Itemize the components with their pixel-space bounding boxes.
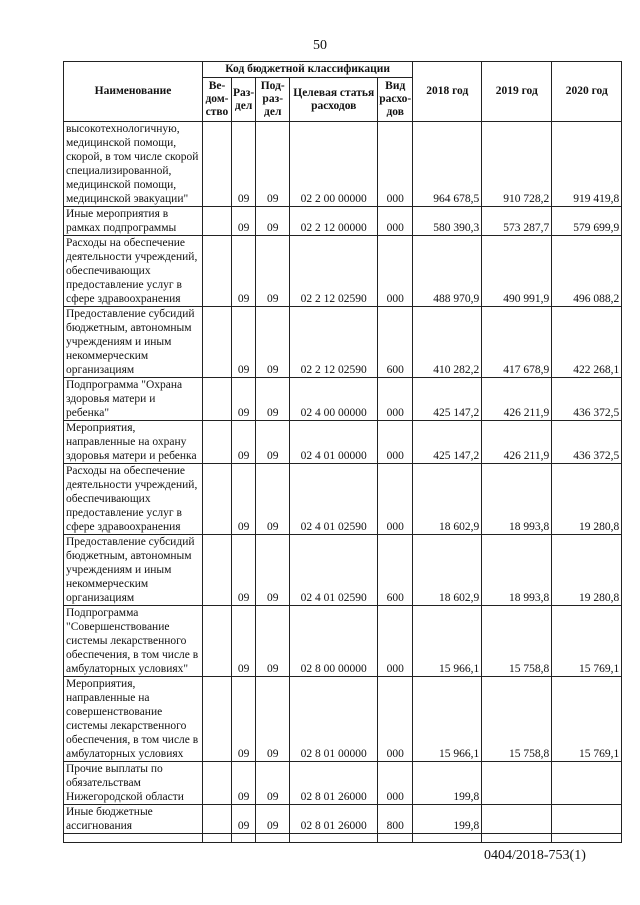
row-target: 02 8 01 00000 [290,677,378,762]
table-row [64,677,622,762]
row-podrazdel: 09 [256,421,290,464]
row-razdel: 09 [232,762,256,805]
row-2020: 496 088,2 [552,236,622,307]
row-podrazdel: 09 [256,122,290,207]
row-2020: 15 769,1 [552,606,622,677]
table-row [64,207,622,236]
row-vedomstvo [203,207,232,236]
row-target: 02 8 01 26000 [290,805,378,834]
row-2018: 410 282,2 [413,307,482,378]
empty-cell [256,834,290,843]
empty-cell [552,834,622,843]
row-podrazdel: 09 [256,677,290,762]
row-vedomstvo [203,464,232,535]
row-2019: 15 758,8 [482,677,552,762]
row-podrazdel: 09 [256,606,290,677]
row-vedomstvo [203,762,232,805]
row-vedomstvo [203,606,232,677]
row-name: Предоставление субсидий бюджетным, автономным учреждениям и иным некоммерческим организациям [64,307,203,378]
table-row [64,236,622,307]
row-target: 02 2 12 02590 [290,307,378,378]
row-2020: 579 699,9 [552,207,622,236]
empty-cell [290,834,378,843]
row-2018: 199,8 [413,762,482,805]
header-podrazdel: Под-раз-дел [256,78,290,122]
row-name: Мероприятия, направленные на совершенствование системы лекарственного обеспечения, в том числе в амбулаторных условиях [64,677,203,762]
budget-table [63,61,622,843]
empty-cell [64,834,203,843]
row-2018: 964 678,5 [413,122,482,207]
row-2019: 417 678,9 [482,307,552,378]
header-2019: 2019 год [482,62,552,122]
header-razdel: Раз-дел [232,78,256,122]
row-vid: 000 [378,122,413,207]
row-target: 02 4 01 02590 [290,535,378,606]
row-target: 02 8 00 00000 [290,606,378,677]
row-razdel: 09 [232,378,256,421]
row-razdel: 09 [232,805,256,834]
row-2020: 436 372,5 [552,421,622,464]
row-name: Предоставление субсидий бюджетным, автономным учреждениям и иным некоммерческим организациям [64,535,203,606]
row-target: 02 8 01 26000 [290,762,378,805]
row-2020: 919 419,8 [552,122,622,207]
row-razdel: 09 [232,677,256,762]
header-2020: 2020 год [552,62,622,122]
row-2020 [552,762,622,805]
row-razdel: 09 [232,535,256,606]
empty-cell [413,834,482,843]
row-2020: 19 280,8 [552,535,622,606]
row-2018: 425 147,2 [413,378,482,421]
table-row [64,122,622,207]
row-vid: 000 [378,421,413,464]
row-vedomstvo [203,535,232,606]
footer-code: 0404/2018-753(1) [484,848,586,863]
empty-cell [378,834,413,843]
row-2018: 425 147,2 [413,421,482,464]
row-2020: 15 769,1 [552,677,622,762]
table-row [64,464,622,535]
row-2018: 580 390,3 [413,207,482,236]
table-row [64,421,622,464]
row-2018: 18 602,9 [413,535,482,606]
row-razdel: 09 [232,236,256,307]
row-name: Иные мероприятия в рамках подпрограммы [64,207,203,236]
row-podrazdel: 09 [256,805,290,834]
row-vedomstvo [203,236,232,307]
row-2019 [482,805,552,834]
row-name: высокотехнологичную, медицинской помощи, скорой, в том числе скорой специализированной, медицинской помощи, медицинской эвакуации" [64,122,203,207]
row-2019: 490 991,9 [482,236,552,307]
row-target: 02 4 00 00000 [290,378,378,421]
page-number: 50 [313,38,327,53]
table-row [64,762,622,805]
row-2019: 18 993,8 [482,535,552,606]
row-vid: 600 [378,307,413,378]
row-target: 02 2 12 00000 [290,207,378,236]
row-name: Прочие выплаты по обязательствам Нижегородской области [64,762,203,805]
row-vedomstvo [203,122,232,207]
empty-cell [203,834,232,843]
row-vid: 800 [378,805,413,834]
row-target: 02 4 01 00000 [290,421,378,464]
row-razdel: 09 [232,464,256,535]
row-2020 [552,805,622,834]
row-vid: 000 [378,677,413,762]
row-2019: 15 758,8 [482,606,552,677]
row-target: 02 2 00 00000 [290,122,378,207]
row-2020: 422 268,1 [552,307,622,378]
table-row [64,606,622,677]
row-vid: 000 [378,464,413,535]
row-2019: 910 728,2 [482,122,552,207]
row-podrazdel: 09 [256,378,290,421]
row-name: Мероприятия, направленные на охрану здоровья матери и ребенка [64,421,203,464]
table-row-empty [64,834,622,843]
row-name: Расходы на обеспечение деятельности учреждений, обеспечивающих предоставление услуг в сфере здравоохранения [64,464,203,535]
table-row [64,535,622,606]
header-code-group: Код бюджетной классификации [203,62,413,78]
row-2020: 19 280,8 [552,464,622,535]
row-vedomstvo [203,307,232,378]
table-row [64,805,622,834]
table-row [64,307,622,378]
row-vid: 000 [378,606,413,677]
empty-cell [482,834,552,843]
row-name: Подпрограмма "Совершенствование системы лекарственного обеспечения, в том числе в амбулаторных условиях" [64,606,203,677]
row-vedomstvo [203,378,232,421]
row-2018: 15 966,1 [413,677,482,762]
row-2018: 488 970,9 [413,236,482,307]
row-podrazdel: 09 [256,762,290,805]
row-2019: 426 211,9 [482,421,552,464]
row-2020: 436 372,5 [552,378,622,421]
row-vid: 000 [378,236,413,307]
row-razdel: 09 [232,421,256,464]
empty-cell [232,834,256,843]
row-2018: 15 966,1 [413,606,482,677]
row-vedomstvo [203,805,232,834]
row-razdel: 09 [232,122,256,207]
row-vedomstvo [203,421,232,464]
row-2018: 18 602,9 [413,464,482,535]
row-vid: 600 [378,535,413,606]
row-2019: 18 993,8 [482,464,552,535]
row-podrazdel: 09 [256,464,290,535]
row-name: Иные бюджетные ассигнования [64,805,203,834]
row-vid: 000 [378,207,413,236]
header-target: Целевая статья расходов [290,78,378,122]
row-name: Расходы на обеспечение деятельности учреждений, обеспечивающих предоставление услуг в сфере здравоохранения [64,236,203,307]
row-podrazdel: 09 [256,535,290,606]
row-target: 02 2 12 02590 [290,236,378,307]
row-podrazdel: 09 [256,307,290,378]
row-2019 [482,762,552,805]
row-vedomstvo [203,677,232,762]
header-name: Наименование [64,62,203,122]
row-razdel: 09 [232,606,256,677]
row-vid: 000 [378,378,413,421]
header-vid: Вид расхо-дов [378,78,413,122]
table-row [64,378,622,421]
row-name: Подпрограмма "Охрана здоровья матери и ребенка" [64,378,203,421]
header-2018: 2018 год [413,62,482,122]
row-razdel: 09 [232,207,256,236]
row-2019: 573 287,7 [482,207,552,236]
row-2019: 426 211,9 [482,378,552,421]
row-podrazdel: 09 [256,207,290,236]
row-vid: 000 [378,762,413,805]
header-vedomstvo: Ве-дом-ство [203,78,232,122]
row-razdel: 09 [232,307,256,378]
row-podrazdel: 09 [256,236,290,307]
row-target: 02 4 01 02590 [290,464,378,535]
row-2018: 199,8 [413,805,482,834]
